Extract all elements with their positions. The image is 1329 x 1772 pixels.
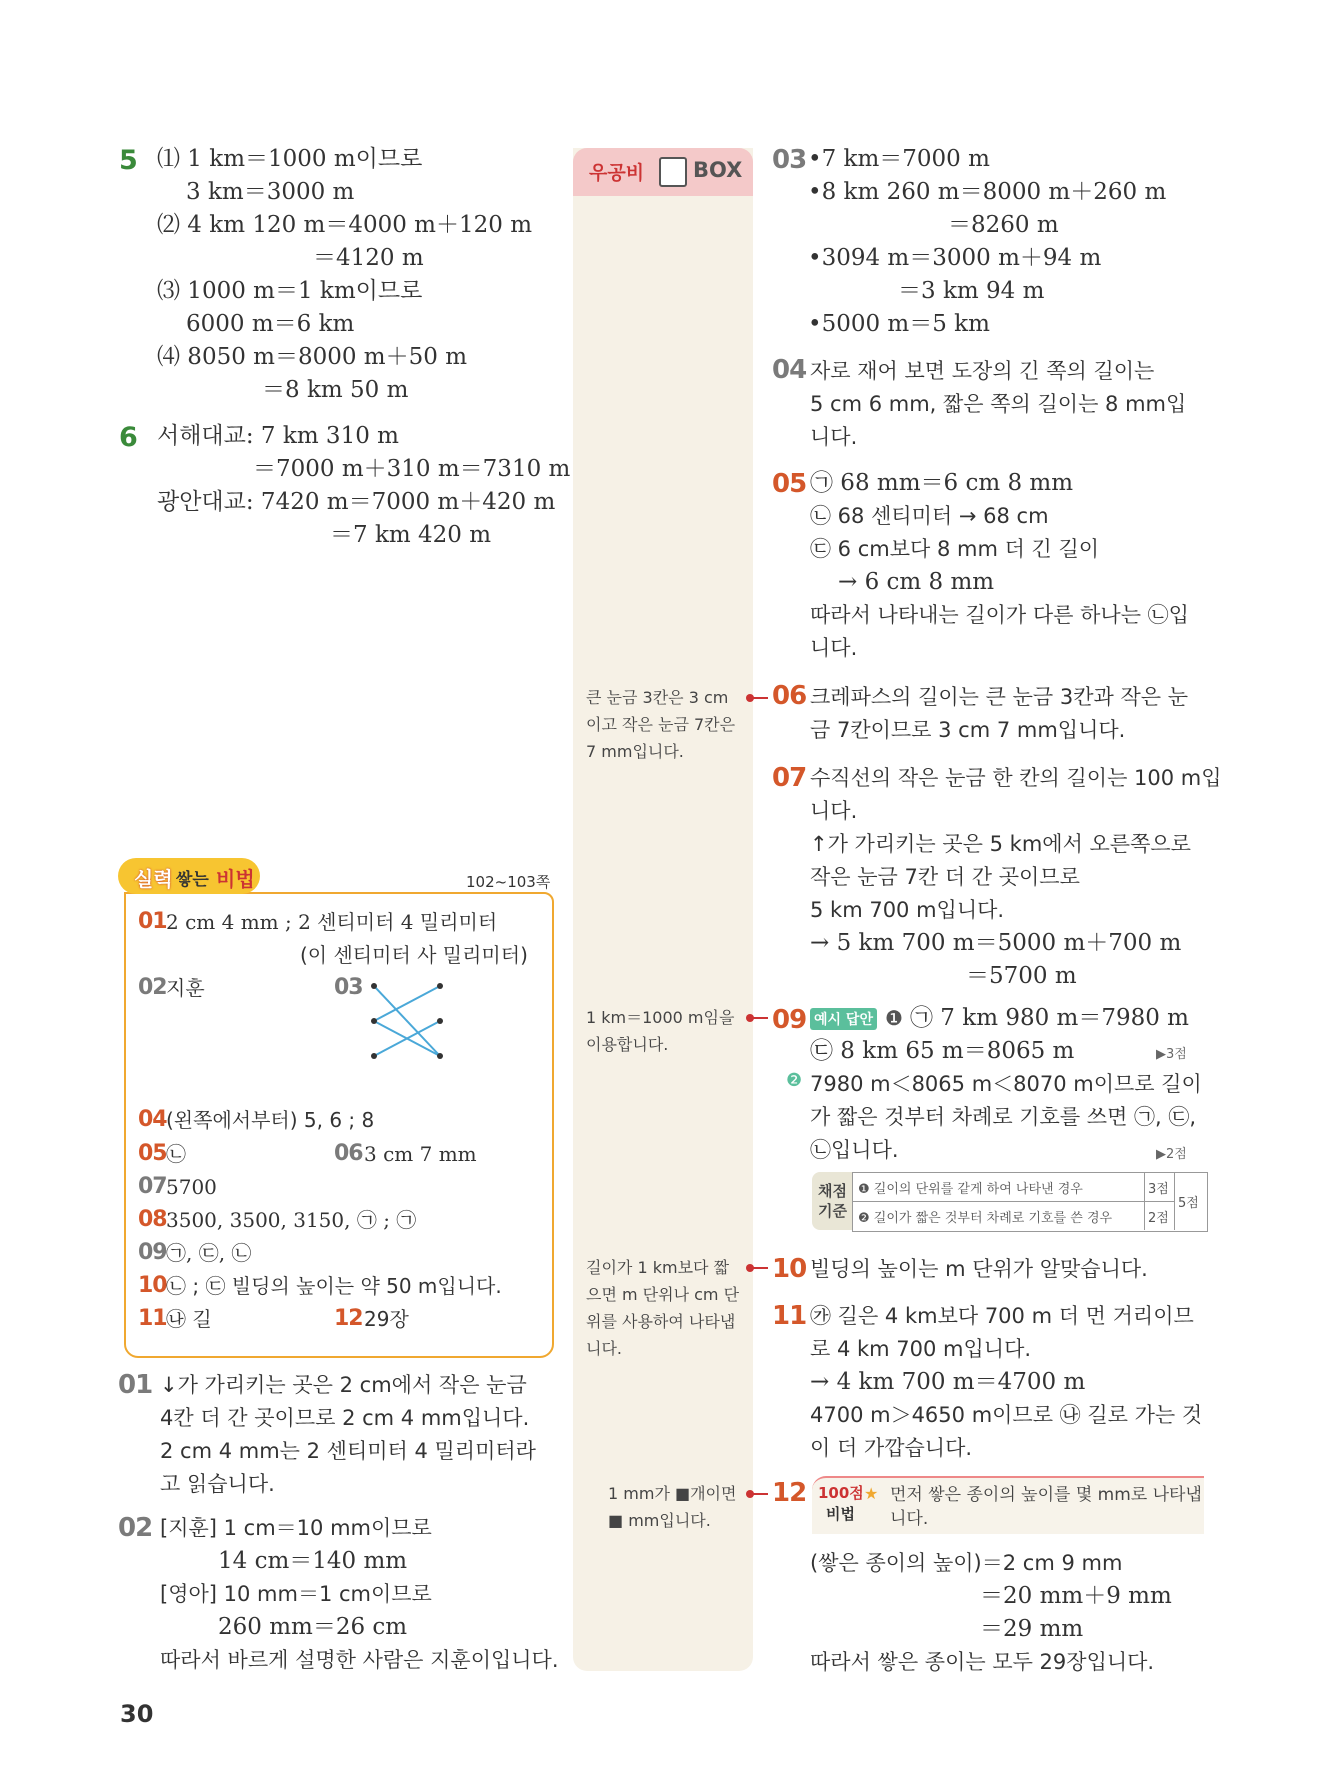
note-line: 큰 눈금 3칸은 3 cm [586, 688, 729, 707]
answer-line: 서해대교: 7 km 310 m [157, 423, 399, 449]
skill-box-title [118, 858, 260, 894]
answer-line: 14 cm＝140 mm [218, 1548, 408, 1574]
item-number: 09 [138, 1240, 167, 1265]
question-number: 05 [772, 469, 807, 499]
answer-line: 따라서 쌓은 종이는 모두 29장입니다. [810, 1650, 1155, 1674]
item-number: 05 [138, 1141, 167, 1166]
tip-label: 비법 [826, 1505, 855, 1523]
answer-line: 4칸 더 간 곳이므로 2 cm 4 mm입니다. [160, 1406, 530, 1430]
answer-line: [영아] 10 mm＝1 cm이므로 [160, 1582, 432, 1606]
note-line: 길이가 1 km보다 짧 [586, 1258, 730, 1277]
connector-line [752, 697, 768, 699]
item-number: 06 [334, 1141, 363, 1166]
question-number: 5 [119, 145, 138, 176]
answer-line: ＝20 mm＋9 mm [980, 1583, 1172, 1609]
answer-line: ㉢ 8 km 65 m＝8065 m [810, 1038, 1075, 1064]
star-icon: ★ [864, 1484, 879, 1503]
answer-line: ⑵ 4 km 120 m＝4000 m＋120 m [157, 212, 533, 238]
note-line: 이고 작은 눈금 7칸은 [586, 715, 736, 734]
item-text: 2 cm 4 mm ; 2 센티미터 4 밀리미터 [166, 910, 498, 934]
answer-line: 크레파스의 길이는 큰 눈금 3칸과 작은 눈 [810, 685, 1188, 709]
answer-line: ＝5700 m [966, 963, 1077, 989]
item-text: (이 센티미터 사 밀리미터) [300, 943, 528, 967]
item-text: 29장 [364, 1307, 409, 1331]
item-text: 3500, 3500, 3150, ㉠ ; ㉠ [166, 1208, 417, 1232]
page-number: 30 [120, 1700, 154, 1728]
rubric-label: 기준 [818, 1202, 847, 1220]
note-line: 으면 m 단위나 cm 단 [586, 1285, 740, 1304]
skill-box-title-c: 비법 [216, 867, 255, 891]
question-number: 10 [772, 1254, 807, 1284]
question-number: 09 [772, 1005, 807, 1035]
item-number: 04 [138, 1107, 167, 1132]
answer-line: ＝8260 m [948, 212, 1059, 238]
item-text: ㉯ 길 [166, 1307, 212, 1331]
answer-line: [지훈] 1 cm＝10 mm이므로 [160, 1516, 432, 1540]
step-marker: ❶ [885, 1006, 903, 1030]
question-number: 04 [772, 355, 807, 385]
note-line: ■ mm입니다. [608, 1511, 711, 1530]
answer-line: ↓가 가리키는 곳은 2 cm에서 작은 눈금 [160, 1373, 527, 1397]
answer-line: ＝7 km 420 m [330, 522, 492, 548]
rubric-row-points: 3점 [1148, 1182, 1169, 1197]
item-text: 지훈 [166, 976, 205, 1000]
answer-line: ⑷ 8050 m＝8000 m＋50 m [157, 344, 468, 370]
answer-line: ㉡입니다. [810, 1138, 899, 1162]
sidebar-column [573, 148, 753, 1671]
answer-line: 7980 m＜8065 m＜8070 m이므로 길이 [810, 1072, 1202, 1096]
note-line: 이용합니다. [586, 1035, 669, 1054]
item-number: 01 [138, 909, 167, 934]
answer-line: 따라서 바르게 설명한 사람은 지훈이입니다. [160, 1648, 559, 1672]
answer-line: •5000 m＝5 km [808, 311, 990, 337]
answer-line: ㉡ 68 센티미터 → 68 cm [810, 504, 1049, 528]
answer-line: ＝8 km 50 m [262, 377, 409, 403]
answer-line: ＝29 mm [980, 1616, 1084, 1642]
answer-line: 니다. [810, 799, 858, 823]
answer-line: (쌓은 종이의 높이)＝2 cm 9 mm [810, 1551, 1123, 1575]
answer-line: 6000 m＝6 km [186, 311, 355, 337]
matching-diagram [364, 976, 450, 1066]
answer-line: 5 cm 6 mm, 짧은 쪽의 길이는 8 mm입 [810, 392, 1187, 416]
answer-line: 니다. [810, 425, 858, 449]
rubric-row-points: 2점 [1148, 1211, 1169, 1226]
box-icon [659, 157, 687, 187]
skill-box-pages: 102~103쪽 [466, 873, 551, 891]
item-text: 5700 [166, 1175, 217, 1199]
item-number: 12 [334, 1306, 363, 1331]
question-number: 01 [118, 1370, 153, 1400]
item-number: 02 [138, 975, 167, 1000]
connector-line [752, 1017, 768, 1019]
answer-line: 260 mm＝26 cm [218, 1614, 408, 1640]
connector-line [752, 1267, 768, 1269]
example-answer-tag: 예시 답안 [810, 1008, 877, 1030]
points-label: ▶3점 [1156, 1047, 1187, 1062]
item-number: 08 [138, 1207, 167, 1232]
question-number: 02 [118, 1513, 153, 1543]
answer-line: ㉢ 6 cm보다 8 mm 더 긴 길이 [810, 537, 1100, 561]
answer-line: 고 읽습니다. [160, 1472, 275, 1496]
tip-label: 100점 [818, 1484, 864, 1502]
item-number: 07 [138, 1174, 167, 1199]
note-line: 1 mm가 ■개이면 [608, 1484, 737, 1503]
answer-line: 수직선의 작은 눈금 한 칸의 길이는 100 m입 [810, 766, 1222, 790]
answer-line: 자로 재어 보면 도장의 긴 쪽의 길이는 [810, 359, 1155, 383]
sidebar-badge [573, 148, 753, 196]
answer-line: ㉠ 7 km 980 m＝7980 m [910, 1005, 1189, 1031]
note-line: 7 mm입니다. [586, 742, 684, 761]
note-line: 니다. [586, 1339, 622, 1358]
item-text: ㉡ ; ㉢ 빌딩의 높이는 약 50 m입니다. [166, 1274, 502, 1298]
answer-line: •7 km＝7000 m [808, 146, 990, 172]
rubric-total: 5점 [1178, 1196, 1199, 1211]
item-text: ㉠, ㉢, ㉡ [166, 1241, 252, 1265]
item-number: 11 [138, 1306, 167, 1331]
question-number: 06 [772, 681, 807, 711]
item-number: 10 [138, 1273, 167, 1298]
rubric-label: 채점 [818, 1182, 847, 1200]
answer-line: ⑶ 1000 m＝1 km이므로 [157, 278, 423, 304]
answer-line: 따라서 나타내는 길이가 다른 하나는 ㉡입 [810, 603, 1189, 627]
answer-line: ＝3 km 94 m [898, 278, 1045, 304]
question-number: 6 [119, 422, 138, 453]
item-number: 03 [334, 975, 363, 1000]
answer-line: 이 더 가깝습니다. [810, 1436, 973, 1460]
item-text: 3 cm 7 mm [364, 1142, 477, 1166]
note-line: 위를 사용하여 나타냅 [586, 1312, 736, 1331]
answer-line: 니다. [810, 636, 858, 660]
item-text: (왼쪽에서부터) 5, 6 ; 8 [166, 1108, 375, 1132]
sidebar-badge-right: BOX [693, 158, 743, 182]
points-label: ▶2점 [1156, 1147, 1187, 1162]
answer-line: ㉠ 68 mm＝6 cm 8 mm [810, 470, 1074, 496]
item-text: ㉡ [166, 1142, 186, 1166]
answer-line: ＝7000 m＋310 m＝7310 m [253, 456, 571, 482]
answer-line: ㉮ 길은 4 km보다 700 m 더 먼 거리이므 [810, 1304, 1194, 1328]
answer-line: ＝4120 m [313, 245, 424, 271]
skill-box-title-a: 실력 [134, 867, 173, 891]
tip-text: 니다. [890, 1509, 929, 1529]
note-line: 1 km＝1000 m임을 [586, 1008, 735, 1027]
question-number: 12 [772, 1478, 807, 1508]
step-marker: ❷ [786, 1070, 803, 1091]
answer-line: → 6 cm 8 mm [838, 569, 995, 595]
answer-line: 광안대교: 7420 m＝7000 m＋420 m [157, 489, 556, 515]
answer-line: 금 7칸이므로 3 cm 7 mm입니다. [810, 718, 1126, 742]
answer-line: ↑가 가리키는 곳은 5 km에서 오른쪽으로 [810, 832, 1191, 856]
sidebar-badge-left: 우공비 [589, 162, 645, 184]
answer-line: 4700 m＞4650 m이므로 ㉯ 길로 가는 것 [810, 1403, 1203, 1427]
answer-line: 5 km 700 m입니다. [810, 898, 1005, 922]
question-number: 11 [772, 1301, 807, 1331]
answer-line: 로 4 km 700 m입니다. [810, 1337, 1032, 1361]
answer-line: → 4 km 700 m＝4700 m [810, 1369, 1086, 1395]
rubric-row-text: ❷ 길이가 짧은 것부터 차례로 기호를 쓴 경우 [858, 1211, 1113, 1226]
question-number: 07 [772, 763, 807, 793]
answer-line: → 5 km 700 m＝5000 m＋700 m [810, 930, 1182, 956]
skill-box-title-b: 쌓는 [176, 870, 209, 890]
answer-line: •3094 m＝3000 m＋94 m [808, 245, 1102, 271]
connector-line [752, 1493, 768, 1495]
answer-line: 가 짧은 것부터 차례로 기호를 쓰면 ㉠, ㉢, [810, 1105, 1197, 1129]
answer-line: 빌딩의 높이는 m 단위가 알맞습니다. [810, 1257, 1148, 1281]
answer-line: •8 km 260 m＝8000 m＋260 m [808, 179, 1167, 205]
question-number: 03 [772, 145, 807, 175]
rubric-row-text: ❶ 길이의 단위를 같게 하여 나타낸 경우 [858, 1182, 1083, 1197]
answer-line: 작은 눈금 7칸 더 간 곳이므로 [810, 865, 1080, 889]
answer-line: 3 km＝3000 m [186, 179, 355, 205]
answer-line: ⑴ 1 km＝1000 m이므로 [157, 146, 423, 172]
tip-text: 먼저 쌓은 종이의 높이를 몇 mm로 나타냅 [890, 1485, 1202, 1505]
answer-line: 2 cm 4 mm는 2 센티미터 4 밀리미터라 [160, 1439, 536, 1463]
